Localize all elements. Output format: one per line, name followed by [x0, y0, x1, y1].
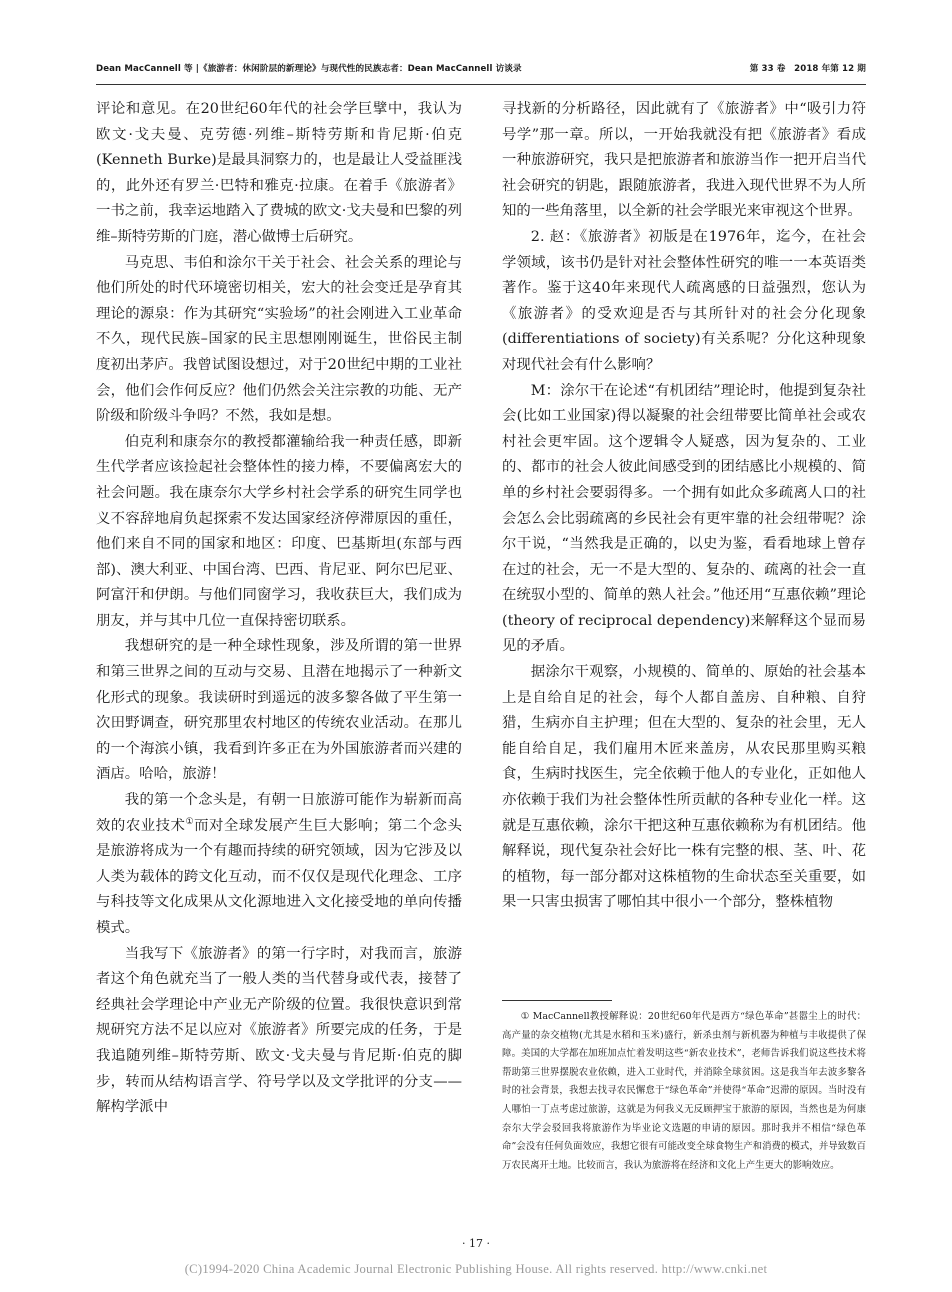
- paragraph: 据涂尔干观察，小规模的、简单的、原始的社会基本上是自给自足的社会，每个人都自盖房、自种粮、自狩猎，生病亦自主护理；但在大型的、复杂的社会里，无人能自给自足，我们雇用木匠来盖房，从农民那里购买粮食，生病时找医生，完全依赖于他人的专业化，正如他人亦依赖于我们为社会整体性所贡献的各种专业化一样。这就是互惠依赖，涂尔干把这种互惠依赖称为有机团结。他解释说，现代复杂社会好比一株有完整的根、茎、叶、花的植物，每一部分都对这株植物的生命状态至关重要，如果一只害虫损害了哪怕其中很小一个部分，整株植物: [502, 664, 866, 911]
- paragraph: 寻找新的分析路径，因此就有了《旅游者》中“吸引力符号学”那一章。所以，一开始我就没有把《旅游者》看成一种旅游研究，我只是把旅游者和旅游当作一把开启当代社会研究的钥匙，跟随旅游者，我进入现代世界不为人所知的一些角落里，以全新的社会学眼光来审视这个世界。: [502, 101, 866, 220]
- footnote: [502, 1008, 866, 1175]
- paragraph-text: 我的第一个念头是，有朝一日旅游可能作为崭新而高效的农业技术: [96, 792, 462, 834]
- paragraph-text: 而对全球发展产生巨大影响；第二个念头是旅游将成为一个有趣而持续的研究领域，因为它涉及以人类为载体的跨文化互动，而不仅仅是现代化理念、工序与科技等文化成果从文化源地进入文化接受地的单向传播模式。: [96, 817, 462, 936]
- header-article-title: Dean MacCannell 等 |《旅游者：休闲阶层的新理论》与现代性的民族志者：Dean MacCannell 访谈录: [96, 64, 522, 74]
- running-header: [96, 62, 866, 78]
- footnote-marker[interactable]: ①: [185, 816, 195, 827]
- paragraph: 评论和意见。在20世纪60年代的社会学巨擘中，我认为欧文·戈夫曼、克劳德·列维–斯特劳斯和肯尼斯·伯克(Kenneth Burke)是最具洞察力的，也是最让人受益匪浅的，此外还有罗兰·巴特和雅克·拉康。在着手《旅游者》一书之前，我幸运地踏入了费城的欧文·戈夫曼和巴黎的列维–斯特劳斯的门庭，潜心做博士后研究。: [96, 101, 462, 245]
- question-paragraph: 2. 赵：《旅游者》初版是在1976年，迄今，在社会学领域，该书仍是针对社会整体性研究的唯一一本英语类著作。鉴于这40年来现代人疏离感的日益强烈，您认为《旅游者》的受欢迎是否与其所针对的社会分化现象(differentiations of society)有关系呢？分化这种现象对现代社会有什么影响？: [502, 228, 866, 373]
- paragraph: 当我写下《旅游者》的第一行字时，对我而言，旅游者这个角色就充当了一般人类的当代替身或代表，接替了经典社会学理论中产业无产阶级的位置。我很快意识到常规研究方法不足以应对《旅游者》所要完成的任务，于是我追随列维–斯特劳斯、欧文·戈夫曼与肯尼斯·伯克的脚步，转而从结构语言学、符号学以及文学批评的分支——解构学派中: [96, 945, 462, 1116]
- footnote-rule: [502, 1000, 612, 1001]
- page-number: · 17 ·: [462, 1237, 490, 1250]
- paragraph: 伯克利和康奈尔的教授都灌输给我一种责任感，即新生代学者应该捡起社会整体性的接力棒，不要偏离宏大的社会问题。我在康奈尔大学乡村社会学系的研究生同学也义不容辞地肩负起探索不发达国家经济停滞原因的重任，他们来自不同的国家和地区：印度、巴基斯坦(东部与西部)、澳大利亚、中国台湾、巴西、肯尼亚、阿尔巴尼亚、阿富汗和伊朗。与他们同窗学习，我收获巨大，我们成为朋友，并与其中几位一直保持密切联系。: [96, 433, 462, 629]
- paragraph: 我想研究的是一种全球性现象，涉及所谓的第一世界和第三世界之间的互动与交易、且潜在地揭示了一种新文化形式的现象。我读研时到遥远的波多黎各做了平生第一次田野调查，研究那里农村地区的传统农业活动。在那儿的一个海滨小镇，我看到许多正在为外国旅游者而兴建的酒店。哈哈，旅游！: [96, 638, 462, 783]
- right-column: [502, 97, 866, 916]
- footnote-text: ① MacCannell教授解释说：20世纪60年代是西方“绿色革命”甚嚣尘上的时代：高产量的杂交植物(尤其是水稻和玉米)盛行，新杀虫剂与新机器为种植与丰收提供了保障。美国的大学都在加班加点忙着发明这些“新农业技术”，老师告诉我们说这些技术将帮助第三世界摆脱农业依赖，进入工业时代，并消除全球贫困。这是我当年去波多黎各时的社会背景，我想去找寻农民懈怠于“绿色革命”并使得“革命”迟滞的原因。当时没有人哪怕一丁点考虑过旅游，这就是为何我义无反顾押宝于旅游的原因，当然也是为何康奈尔大学会驳回我将旅游作为毕业论文选题的申请的原因。那时我并不相信“绿色革命”会没有任何负面效应，我想它很有可能改变全球食物生产和消费的模式，并导致数百万农民离开土地。比较而言，我认为旅游将在经济和文化上产生更大的影响效应。: [502, 1011, 866, 1171]
- answer-paragraph: M：涂尔干在论述“有机团结”理论时，他提到复杂社会(比如工业国家)得以凝聚的社会纽带要比简单社会或农村社会更牢固。这个逻辑令人疑惑，因为复杂的、工业的、都市的社会人彼此间感受到的团结感比小规模的、简单的乡村社会要弱得多。一个拥有如此众多疏离人口的社会怎么会比弱疏离的乡民社会有更牢靠的社会纽带呢？涂尔干说，“当然我是正确的，以史为鉴，看看地球上曾存在过的社会，无一不是大型的、复杂的、疏离的社会一直在统驭小型的、简单的熟人社会。”他还用“互惠依赖”理论(theory of reciprocal dependency)来解释这个显而易见的矛盾。: [502, 382, 866, 655]
- left-column: [96, 97, 462, 1121]
- copyright-notice: (C)1994-2020 China Academic Journal Electronic Publishing House. All rights reserved. http://www.cnki.net: [184, 1262, 768, 1276]
- paragraph: [96, 788, 462, 942]
- paragraph: 马克思、韦伯和涂尔干关于社会、社会关系的理论与他们所处的时代环境密切相关，宏大的社会变迁是孕育其理论的源泉：作为其研究“实验场”的社会刚进入工业革命不久，现代民族–国家的民主思想刚刚诞生，世俗民主制度初出茅庐。我曾试图设想过，对于20世纪中期的工业社会，他们会作何反应？他们仍然会关注宗教的功能、无产阶级和阶级斗争吗？不然，我如是想。: [96, 254, 462, 425]
- header-rule: [96, 84, 866, 85]
- header-volume-issue: 第 33 卷 2018 年第 12 期: [749, 64, 866, 74]
